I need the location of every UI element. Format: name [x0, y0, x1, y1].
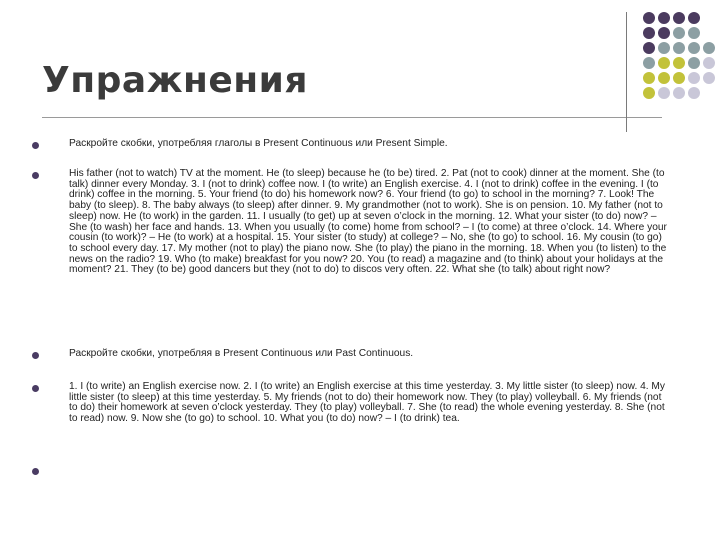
list-item-instruction-1: Раскройте скобки, употребляя глаголы в Present Continuous или Present Simple.	[69, 138, 448, 149]
list-item-instruction-2: Раскройте скобки, употребляя в Present Continuous или Past Continuous.	[69, 348, 414, 359]
bullet-dot	[32, 352, 39, 359]
list-item-exercise-2: 1. I (to write) an English exercise now. 2. I (to write) an English exercise at this time yesterday. 3. My little sister (to sleep) now. 4. My little sister (to sleep) at this time yesterday. 5. My friends (not to do) their homework now. They (to play) volleyball. 6. My friends (not to do) their homework at seven o’clock yesterday. They (to play) volleyball. 7. She (to read) the whole evening yesterday. 8. She (not to read) now. 9. Now she (to go) to school. 10. What you (to do) now? – I (to drink) tea.	[69, 381, 666, 425]
bullet-dot	[32, 172, 39, 179]
list-item-exercise-1: His father (not to watch) TV at the moment. He (to sleep) because he (to be) tired. 2. Pat (not to cook) dinner at the moment. She (to talk) dinner every Monday. 3. I (not to drink) coffee now. I (to write) an English exercise. 4. I (not to drink) coffee in the evening. I (to drink) coffee in the morning. 5. Your friend (to do) his homework now? 6. Your friend (to go) to school in the morning? 7. Look! The baby (to sleep). 8. The baby always (to sleep) after dinner. 9. My grandmother (not to work). She is on pension. 10. My father (not to sleep) now. He (to work) in the garden. 11. I usually (to get) up at seven o’clock in the morning. 12. What your sister (to do) now? – She (to wash) her face and hands. 13. When you usually (to come) home from school? – I (to come) at three o’clock. 14. Where your cousin (to work)? – He (to work) at a hospital. 15. Your sister (to study) at college? – No, she (to go) to school. 16. My cousin (to go) to school every day. 17. My mother (not to play) the piano now. She (to play) the piano in the morning. 18. When you (to listen) to the news on the radio? 19. Who (to make) breakfast for you now? 20. You (to read) a magazine and (to think) about your holidays at the moment? 21. They (to be) good dancers but they (not to do) to discos very often. 22. What she (to talk) about right now?	[69, 168, 667, 276]
slide-title: Упражнения	[42, 60, 309, 101]
bullet-dot	[32, 142, 39, 149]
bullet-dot	[32, 468, 39, 475]
bullet-dot	[32, 385, 39, 392]
